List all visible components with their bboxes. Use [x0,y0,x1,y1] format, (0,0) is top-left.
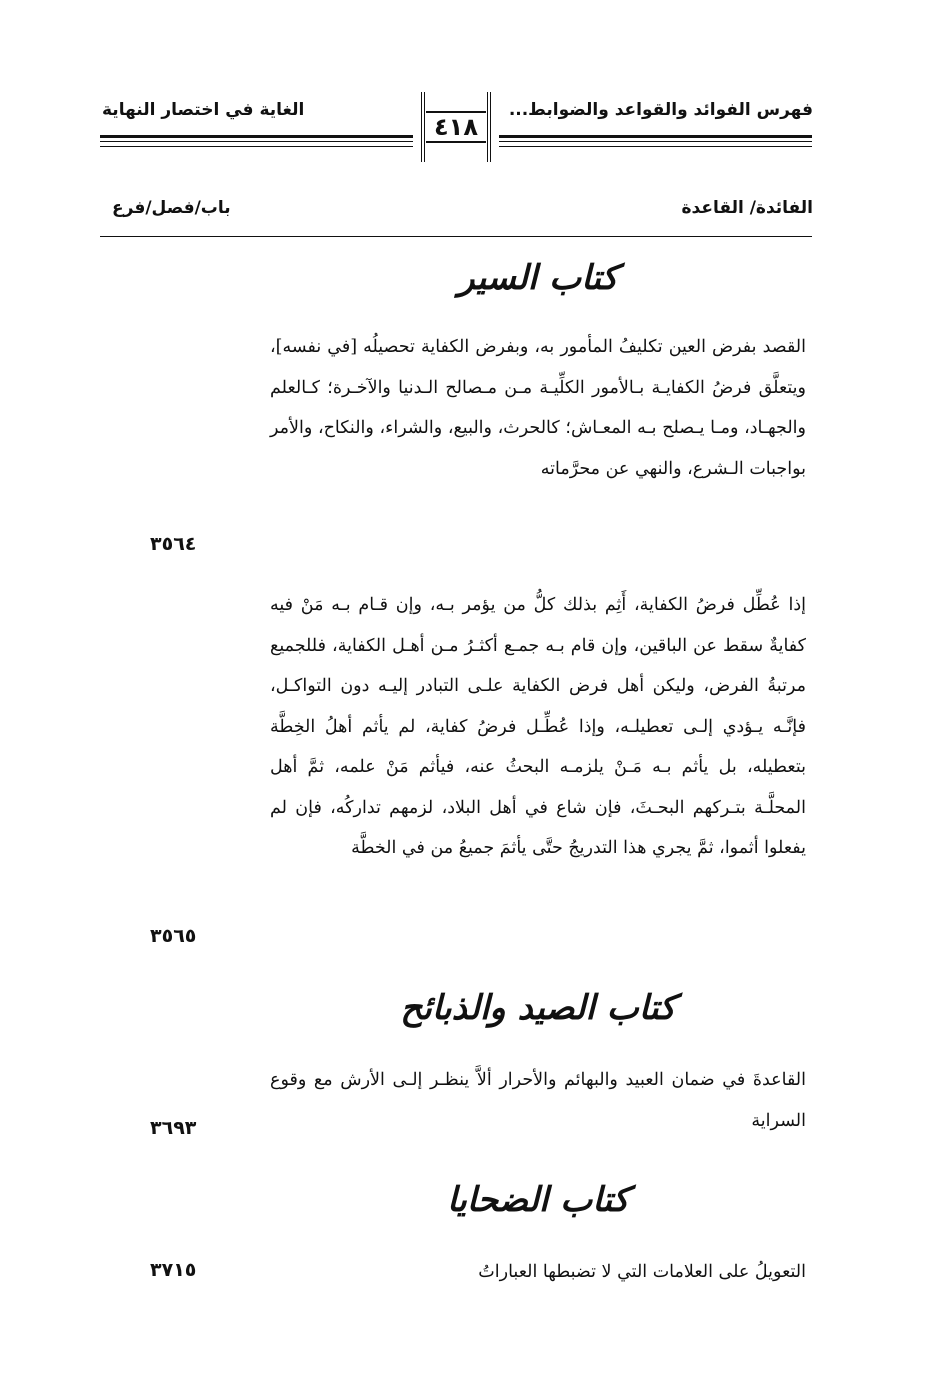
column-header-rule [100,236,812,237]
column-label-rule: الفائدة/ القاعدة [681,198,813,218]
section-title-dahaya: كتاب الضحايا [446,1180,630,1220]
entry-reference: ٣٥٦٤ [150,533,197,555]
entry-text: القاعدةَ في ضمان العبيد والبهائم والأحرار ألاَّ ينظـر إلـى الأرش مع وقوع السراية [270,1070,806,1131]
entry-text: القصد بفرض العين تكليفُ المأمور به، وبفرض الكفاية تحصيلُه [في نفسه]، ويتعلَّق فرضُ الكفايـة بـالأمور الكلِّيـة مـن مـصالح الـدنيا والآخـرة؛ كـالعلم والجهـاد، ومـا يـصلح بـه المعـاش؛ كالحرث، والبيع، والشراء، والنكاح، والأمر بواجبات الـشرع، والنهي عن محرَّماته [270,337,806,479]
page-number-box [413,88,499,166]
entry-reference: ٣٧١٥ [150,1259,197,1281]
section-title-sayd: كتاب الصيد والذبائح [400,988,676,1028]
entry-text: التعويلُ على العلامات التي لا تضبطها العباراتُ [478,1262,806,1282]
page-number: ٤١٨ [426,111,486,143]
running-title-right: فهرس الفوائد والقواعد والضوابط... [508,100,813,120]
column-label-chapter: باب/فصل/فرع [112,198,231,218]
running-title-left: الغاية في اختصار النهاية [102,100,305,120]
entry-reference: ٣٦٩٣ [150,1117,197,1139]
entry-text: إذا عُطِّل فرضُ الكفاية، أَثِم بذلك كلُّ من يؤمر بـه، وإن قـام بـه مَنْ فيه كفايةٌ سقط عن الباقين، وإن قام بـه جمـع أكثـرُ مـن أهـل الكفاية، فللجميع مرتبةُ الفرض، وليكن أهل فرض الكفاية علـى التبادر إليـه دون التواكـل، فإنَّـه يـؤدي إلـى تعطيلـه، وإذا عُطِّـل فرضُ كفاية، لم يأثم أهلُ الخِطَّة بتعطيله، بل يأثم بـه مَـنْ يلزمـه البحثُ عنه، فيأثم مَنْ علمه، ثمَّ أهل المحلَّـة بتـركهم البحـثَ، فإن شاع في أهل البلاد، لزمهم تداركُه، فإن لم يفعلوا أثموا، ثمَّ يجري هذا التدريجُ حتَّى يأثمَ جميعُ من في الخطَّة [270,595,806,858]
entry-reference: ٣٥٦٥ [150,925,197,947]
section-title-siyar: كتاب السير [458,258,618,298]
